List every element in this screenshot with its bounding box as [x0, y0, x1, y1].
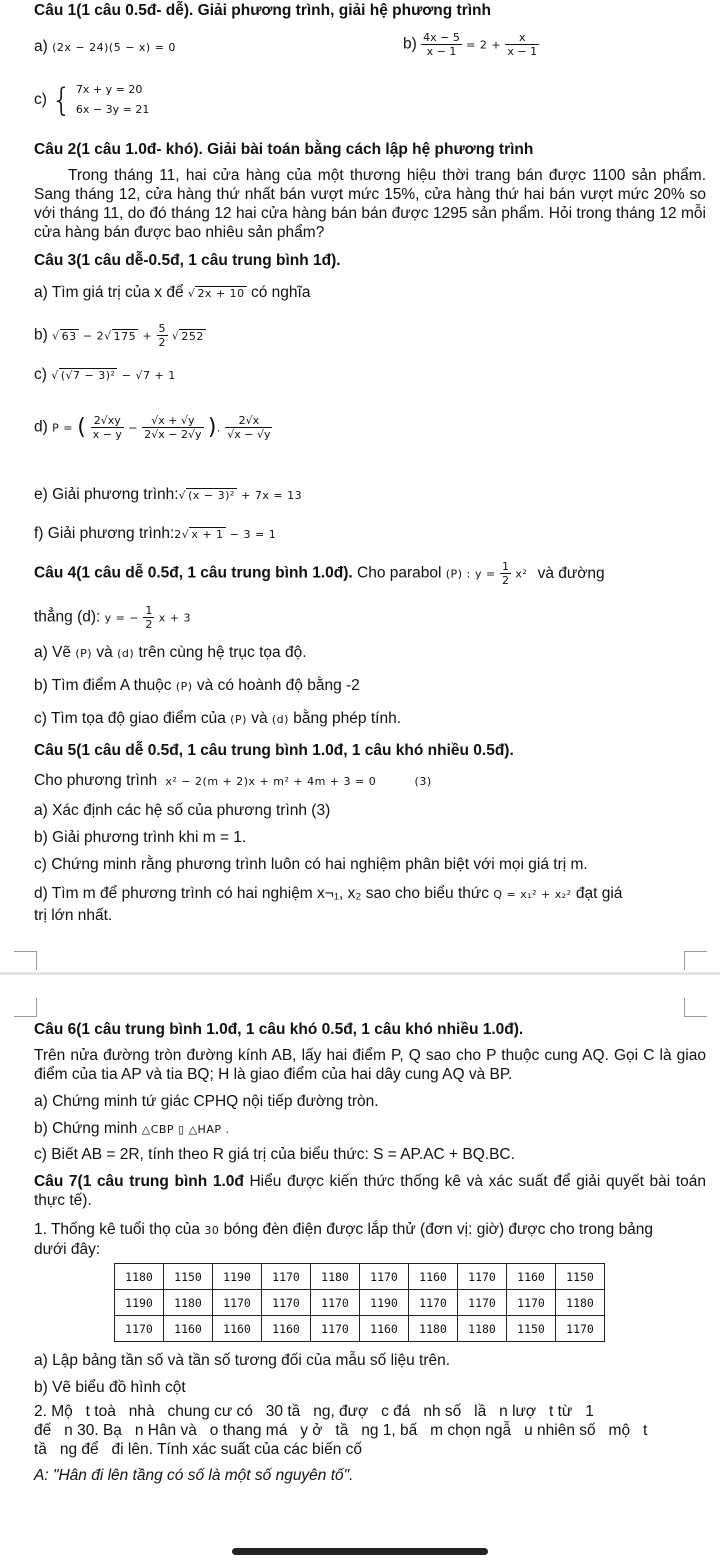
- q3-f: f) Giải phương trình:2√ x + 1 − 3 = 1: [34, 525, 277, 542]
- q7-p2-line3: tầ ng để đi lên. Tính xác suất của các biến cố: [34, 1441, 362, 1458]
- table-cell: 1170: [213, 1290, 262, 1316]
- q4-line-d: thẳng (d): y = − $\frac{1}{2}$ x + 3: [34, 604, 191, 631]
- table-cell: 1160: [409, 1264, 458, 1290]
- q6-c: c) Biết AB = 2R, tính theo R giá trị của biểu thức: S = AP.AC + BQ.BC.: [34, 1146, 515, 1163]
- table-cell: 1180: [409, 1316, 458, 1342]
- table-cell: 1180: [458, 1316, 507, 1342]
- table-cell: 1160: [164, 1316, 213, 1342]
- q4-c: c) Tìm tọa độ giao điểm của (P) và (d) bằng phép tính.: [34, 710, 402, 727]
- q5-d-cont: trị lớn nhất.: [34, 907, 113, 924]
- q3-c: c) √ (√7 − 3)² − √7 + 1: [34, 366, 176, 383]
- table-cell: 1170: [262, 1264, 311, 1290]
- q4-b: b) Tìm điểm A thuộc (P) và có hoành độ bằng -2: [34, 677, 360, 694]
- q6-b: b) Chứng minh △CBP ▯ △HAP .: [34, 1120, 230, 1137]
- table-row: [115, 1316, 605, 1342]
- table-cell: 1180: [164, 1290, 213, 1316]
- crop-mark: [684, 998, 707, 1017]
- table-cell: 1160: [262, 1316, 311, 1342]
- table-row: [115, 1264, 605, 1290]
- table-cell: 1160: [213, 1316, 262, 1342]
- q5-c: c) Chứng minh rằng phương trình luôn có hai nghiệm phân biệt với mọi giá trị m.: [34, 856, 588, 873]
- q1-a: a) (2x − 24)(5 − x) = 0: [34, 38, 176, 55]
- table-cell: 1150: [556, 1264, 605, 1290]
- q7-event-a: A: "Hân đi lên tầng có số là một số nguyên tố".: [34, 1467, 354, 1484]
- q3-d: d) P = ( $\frac{2√xy}{x - y}$ − $\frac{√x + √y}{2√x - 2√y}$ ). $\frac{2√x}{√x - √y}$: [34, 414, 271, 441]
- crop-mark: [684, 951, 707, 970]
- q7-b: b) Vẽ biểu đồ hình cột: [34, 1379, 186, 1396]
- table-cell: 1170: [262, 1290, 311, 1316]
- q6-text: Trên nửa đường tròn đường kính AB, lấy hai điểm P, Q sao cho P thuộc cung AQ. Gọi C là giao điểm của tia AP và tia BQ; H là giao điểm của hai dây cung AQ và BP.: [34, 1047, 706, 1083]
- table-cell: 1150: [164, 1264, 213, 1290]
- q5-title: Câu 5(1 câu dễ 0.5đ, 1 câu trung bình 1.0đ, 1 câu khó nhiều 0.5đ).: [34, 742, 514, 759]
- q1-c: c) { 7x + y = 20 6x − 3y = 21: [34, 81, 150, 119]
- table-cell: 1170: [311, 1290, 360, 1316]
- q3-e: e) Giải phương trình:√ (x − 3)² + 7x = 13: [34, 486, 303, 503]
- q6-title: Câu 6(1 câu trung bình 1.0đ, 1 câu khó 0.5đ, 1 câu khó nhiều 1.0đ).: [34, 1021, 524, 1038]
- table-cell: 1150: [507, 1316, 556, 1342]
- q1-a-expr: (2x − 24)(5 − x) = 0: [52, 41, 176, 54]
- table-cell: 1160: [360, 1316, 409, 1342]
- q5-b: b) Giải phương trình khi m = 1.: [34, 829, 247, 846]
- q2-title: Câu 2(1 câu 1.0đ- khó). Giải bài toán bằng cách lập hệ phương trình: [34, 141, 534, 158]
- table-cell: 1170: [507, 1290, 556, 1316]
- crop-mark: [14, 951, 37, 970]
- lifetime-table: [114, 1263, 605, 1342]
- table-cell: 1180: [556, 1290, 605, 1316]
- q1-title: Câu 1(1 câu 0.5đ- dễ). Giải phương trình, giải hệ phương trình: [34, 2, 491, 19]
- table-cell: 1190: [213, 1264, 262, 1290]
- q5-intro: Cho phương trình x² − 2(m + 2)x + m² + 4m + 3 = 0 (3): [34, 772, 432, 789]
- table-cell: 1180: [311, 1264, 360, 1290]
- table-cell: 1180: [115, 1264, 164, 1290]
- table-cell: 1190: [360, 1290, 409, 1316]
- table-cell: 1170: [360, 1264, 409, 1290]
- q7-p2-line2: đế n 30. Bạ n Hân và o thang má y ở tầ ng 1, bấ m chọn ngẫ u nhiên số mộ t: [34, 1422, 648, 1439]
- q7-a: a) Lập bảng tần số và tần số tương đối của mẫu số liệu trên.: [34, 1352, 451, 1369]
- q3-b: b) √ 63 − 2√ 175 + $\frac{5}{2}$ √ 252: [34, 322, 204, 349]
- table-cell: 1170: [115, 1316, 164, 1342]
- system-brace: {: [51, 81, 72, 119]
- q4-a: a) Vẽ (P) và (d) trên cùng hệ trục tọa độ.: [34, 644, 307, 661]
- q3-a: a) Tìm giá trị của x để √ 2x + 10 có nghĩa: [34, 284, 311, 301]
- q1-b-frac1: $\frac{4x - 5}{x - 1}$: [423, 31, 460, 58]
- home-indicator[interactable]: [232, 1548, 488, 1555]
- q5-a: a) Xác định các hệ số của phương trình (3): [34, 802, 331, 819]
- q4-intro: Câu 4(1 câu dễ 0.5đ, 1 câu trung bình 1.0đ). Cho parabol (P) : y = $\frac{1}{2}$ x² và đường: [34, 560, 605, 587]
- page-separator: [0, 972, 720, 975]
- q6-a: a) Chứng minh tứ giác CPHQ nội tiếp đường tròn.: [34, 1093, 379, 1110]
- q7-p1: 1. Thống kê tuổi thọ của 30 bóng đèn điện được lắp thử (đơn vị: giờ) được cho trong bảng dưới đây:: [34, 1221, 654, 1258]
- q7-p2-line1: 2. Mộ t toà nhà chung cư có 30 tầ ng, đượ c đá nh số lầ n lượ t từ 1: [34, 1403, 594, 1420]
- table-cell: 1190: [115, 1290, 164, 1316]
- table-cell: 1170: [458, 1290, 507, 1316]
- q3-title: Câu 3(1 câu dễ-0.5đ, 1 câu trung bình 1đ).: [34, 252, 341, 269]
- table-cell: 1170: [458, 1264, 507, 1290]
- q2-text: Trong tháng 11, hai cửa hàng của một thương hiệu thời trang bán được 1100 sản phẩm. Sang tháng 12, cửa hàng thứ nhất bán vượt mức 15%, cửa hàng thứ hai bán vượt mức 20% so với tháng 11, do đó tháng 12 hai cửa hàng bán bán được 1295 sản phẩm. Hỏi trong tháng 12 mỗi cửa hàng bán được bao nhiêu sản phẩm?: [34, 167, 706, 241]
- table-row: [115, 1290, 605, 1316]
- table-cell: 1170: [556, 1316, 605, 1342]
- q1-b-frac2: $\frac{x}{x - 1}$: [507, 31, 538, 58]
- table-cell: 1160: [507, 1264, 556, 1290]
- q1-b: b) $\frac{4x - 5}{x - 1}$ = 2 + $\frac{x}{x - 1}$: [403, 31, 538, 58]
- table-cell: 1170: [311, 1316, 360, 1342]
- crop-mark: [14, 998, 37, 1017]
- table-cell: 1170: [409, 1290, 458, 1316]
- q7-title: Câu 7(1 câu trung bình 1.0đ Hiểu được kiến thức thống kê và xác suất để giải quyết bài toán thực tế).: [34, 1173, 706, 1209]
- q5-d: d) Tìm m để phương trình có hai nghiệm x¬₁, x₂ sao cho biểu thức Q = x₁² + x₂² đạt giá: [34, 885, 623, 902]
